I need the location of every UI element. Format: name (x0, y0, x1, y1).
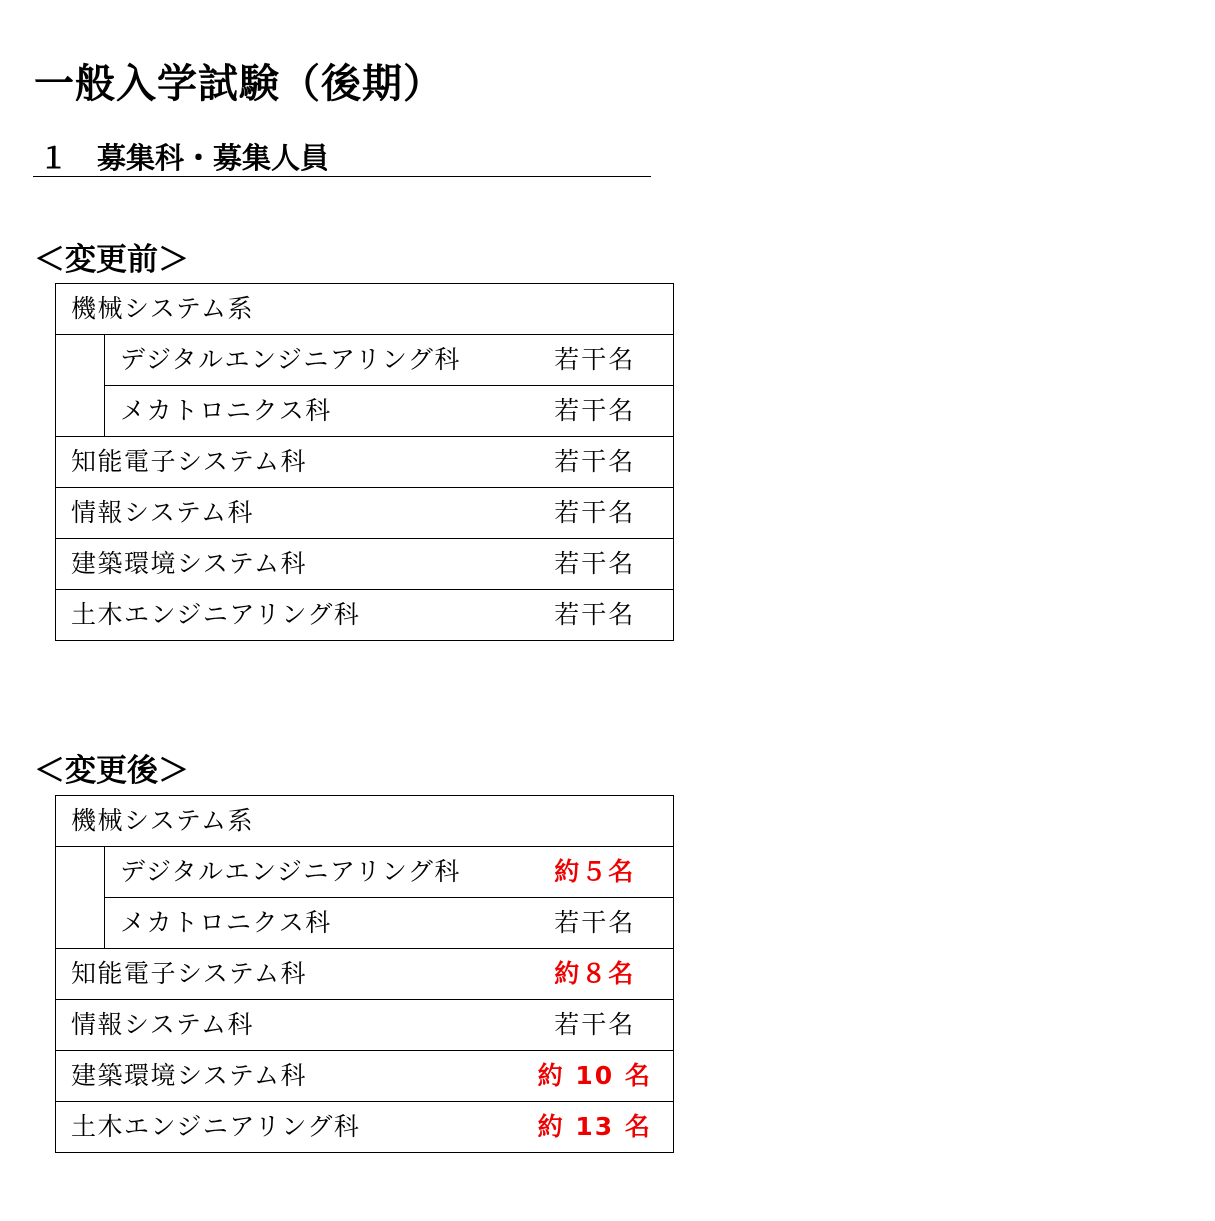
table-row (56, 590, 674, 641)
department-name: デジタルエンジニアリング科 (105, 847, 511, 898)
department-name: 建築環境システム科 (56, 1051, 511, 1102)
table-row (56, 1102, 674, 1153)
recruit-count: 約 10 名 (511, 1051, 674, 1102)
recruit-count: 若干名 (511, 437, 674, 488)
table-row (56, 386, 674, 437)
table-row (56, 949, 674, 1000)
group-name: 機械システム系 (56, 796, 674, 847)
group-name: 機械システム系 (56, 284, 674, 335)
recruit-count: 約８名 (511, 949, 674, 1000)
department-name: 土木エンジニアリング科 (56, 590, 511, 641)
table-row (56, 796, 674, 847)
before-table (55, 283, 674, 641)
table-row (56, 284, 674, 335)
department-name: 知能電子システム科 (56, 437, 511, 488)
group-indent (56, 847, 105, 949)
table-row (56, 1000, 674, 1051)
section-number: １ (39, 141, 69, 175)
table-row (56, 488, 674, 539)
recruit-count: 若干名 (511, 386, 674, 437)
recruit-count: 若干名 (511, 898, 674, 949)
department-name: メカトロニクス科 (105, 386, 511, 437)
page-title: 一般入学試験（後期） (34, 61, 444, 107)
after-table (55, 795, 674, 1153)
table-row (56, 437, 674, 488)
section-heading (33, 140, 651, 177)
table-row (56, 539, 674, 590)
before-label: ＜変更前＞ (34, 242, 189, 278)
recruit-count: 若干名 (511, 335, 674, 386)
department-name: デジタルエンジニアリング科 (105, 335, 511, 386)
department-name: メカトロニクス科 (105, 898, 511, 949)
department-name: 情報システム科 (56, 488, 511, 539)
recruit-count: 若干名 (511, 1000, 674, 1051)
recruit-count: 約 13 名 (511, 1102, 674, 1153)
recruit-count: 約５名 (511, 847, 674, 898)
group-indent (56, 335, 105, 437)
department-name: 土木エンジニアリング科 (56, 1102, 511, 1153)
after-label: ＜変更後＞ (34, 753, 189, 789)
recruit-count: 若干名 (511, 539, 674, 590)
department-name: 建築環境システム科 (56, 539, 511, 590)
department-name: 情報システム科 (56, 1000, 511, 1051)
department-name: 知能電子システム科 (56, 949, 511, 1000)
table-row (56, 335, 674, 386)
table-row (56, 1051, 674, 1102)
recruit-count: 若干名 (511, 488, 674, 539)
table-row (56, 898, 674, 949)
recruit-count: 若干名 (511, 590, 674, 641)
section-heading-text: 募集科・募集人員 (97, 141, 330, 175)
table-row (56, 847, 674, 898)
